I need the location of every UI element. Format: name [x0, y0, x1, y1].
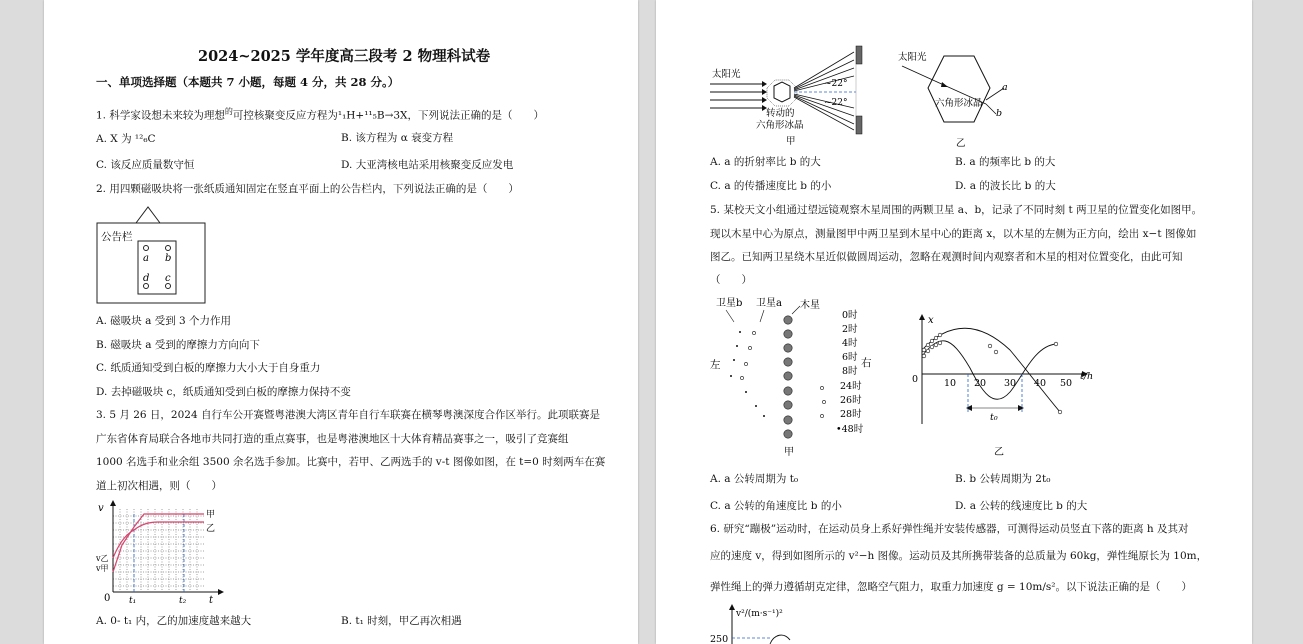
svg-text:t₂: t₂ [179, 596, 187, 606]
svg-text:乙: 乙 [994, 447, 1004, 458]
svg-text:a: a [143, 253, 149, 264]
svg-text:甲: 甲 [784, 447, 794, 458]
svg-text:b: b [165, 253, 172, 264]
bulletin-board-figure [96, 205, 208, 305]
q4-option-d: D. a 的波长比 b 的大 [955, 180, 1056, 192]
q2-option-c: C. 纸质通知受到白板的摩擦力大小大于自身重力 [96, 362, 321, 374]
q4-option-c: C. a 的传播速度比 b 的小 [710, 180, 832, 192]
q3-line-2: 广东省体育局联合各地市共同打造的重点赛事，也是粤港澳地区十大体育精品赛事之一，吸引了竞赛组 [96, 433, 569, 445]
q3-option-a: A. 0- t₁ 内，乙的加速度越来越大 [96, 615, 252, 627]
svg-text:28时: 28时 [840, 409, 862, 420]
vt-graph [96, 500, 226, 605]
q1-option-a: A. X 为 ¹²₆C [96, 133, 156, 145]
svg-text:0: 0 [912, 374, 919, 385]
q4-option-b: B. a 的频率比 b 的大 [955, 156, 1056, 168]
svg-text:c: c [165, 273, 171, 284]
q2-option-a: A. 磁吸块 a 受到 3 个力作用 [96, 315, 232, 327]
svg-text:甲: 甲 [786, 136, 796, 147]
svg-text:a: a [1002, 82, 1008, 93]
svg-text:20: 20 [974, 378, 987, 389]
svg-text:x: x [928, 315, 934, 326]
q3-line-3: 1000 名选手和业余组 3500 余名选手参加。比赛中，若甲、乙两选手的 v-t 图像如图，在 t=0 时刻两车在赛 [96, 456, 606, 468]
ice-crystal-figure-yi [896, 46, 1016, 150]
svg-text:乙: 乙 [956, 138, 966, 149]
svg-text:t/h: t/h [1080, 371, 1094, 382]
q5-option-d: D. a 公转的线速度比 b 的大 [955, 500, 1088, 512]
q1-option-c: C. 该反应质量数守恒 [96, 159, 195, 171]
svg-text:40: 40 [1034, 378, 1047, 389]
svg-text:4时: 4时 [842, 338, 858, 349]
svg-text:~22°: ~22° [824, 79, 848, 89]
svg-text:右: 右 [861, 357, 872, 369]
magnet-b [166, 246, 171, 251]
q1-option-b: B. 该方程为 α 衰变方程 [341, 132, 454, 144]
rotating-hexagon [774, 82, 790, 102]
board-label: 公告栏 [101, 231, 133, 243]
q6-line-3: 弹性绳上的弹力遵循胡克定律，忽略空气阻力，取重力加速度 g = 10m/s²。以下说法正确的是（ ） [710, 581, 1192, 593]
svg-text:转动的: 转动的 [766, 108, 795, 119]
q5-option-c: C. a 公转的角速度比 b 的小 [710, 500, 842, 512]
q5-line-3: 图乙。已知两卫星绕木星近似做圆周运动，忽略在观测时间内观察者和木星的相对位置变化，由此可知 [710, 251, 1183, 263]
svg-text:b: b [996, 108, 1003, 119]
svg-text:太阳光: 太阳光 [712, 69, 741, 80]
q6-line-1: 6. 研究“蹦极”运动时，在运动员身上系好弹性绳并安装传感器，可测得运动员竖直下落的距离 h 及其对 [710, 523, 1189, 535]
magnet-c [166, 284, 171, 289]
q5-option-a: A. a 公转周期为 t₀ [710, 473, 799, 485]
q3-option-b: B. t₁ 时刻，甲乙再次相遇 [341, 615, 462, 627]
svg-text:50: 50 [1060, 378, 1073, 389]
svg-text:六角形冰晶: 六角形冰晶 [935, 98, 983, 109]
right-page [656, 0, 1252, 644]
jupiter-observation-figure [706, 292, 876, 462]
v2h-graph [710, 604, 830, 644]
svg-text:太阳光: 太阳光 [898, 52, 927, 63]
svg-text:0: 0 [104, 593, 111, 604]
svg-text:6时: 6时 [842, 352, 858, 363]
svg-text:•48时: •48时 [836, 424, 864, 435]
svg-text:卫星a: 卫星a [756, 298, 782, 309]
ice-crystal-figure-jia [710, 42, 888, 148]
svg-text:t₀: t₀ [990, 412, 998, 423]
svg-text:六角形冰晶: 六角形冰晶 [756, 120, 804, 131]
q4-option-a: A. a 的折射率比 b 的大 [710, 156, 821, 168]
svg-text:t₁: t₁ [129, 596, 137, 606]
svg-text:v乙: v乙 [96, 554, 109, 563]
left-page [44, 0, 638, 644]
svg-text:卫星b: 卫星b [716, 298, 743, 309]
q1-stem: 1. 科学家设想未来较为理想$^的$可控核聚变反应方程为¹₁H+¹¹₅B→3X，下列说法正确的是（ ） [96, 107, 545, 122]
svg-text:甲: 甲 [206, 510, 216, 520]
svg-text:左: 左 [710, 359, 721, 371]
svg-text:250: 250 [710, 634, 729, 644]
q5-option-b: B. b 公转周期为 2t₀ [955, 473, 1051, 485]
svg-text:2时: 2时 [842, 324, 858, 335]
q6-line-2: 应的速度 v，得到如图所示的 v²−h 图像。运动员及其所携带装备的总质量为 60kg，弹性绳原长为 10m， [710, 550, 1208, 562]
q5-line-2: 现以木星中心为原点，测量图甲中两卫星到木星中心的距离 x，以木星的左侧为正方向，绘出 x−t 图像如 [710, 228, 1197, 240]
svg-text:8时: 8时 [842, 366, 858, 377]
q3-line-1: 3. 5 月 26 日，2024 自行车公开赛暨粤港澳大湾区青年自行车联赛在横琴粤澳深度合作区举行。此项联赛是 [96, 409, 600, 421]
svg-text:v: v [98, 503, 104, 514]
magnet-a [144, 246, 149, 251]
svg-text:v²/(m·s⁻¹)²: v²/(m·s⁻¹)² [736, 609, 783, 619]
curve-jia [113, 514, 204, 572]
q2-option-b: B. 磁吸块 a 受到的摩擦力方向向下 [96, 339, 260, 351]
q2-stem: 2. 用四颗磁吸块将一张纸质通知固定在竖直平面上的公告栏内，下列说法正确的是（ ） [96, 183, 519, 195]
svg-text:0时: 0时 [842, 310, 858, 321]
q5-line-4: （ ） [710, 274, 752, 286]
section-heading: 一、单项选择题（本题共 7 小题，每题 4 分，共 28 分。） [96, 75, 400, 89]
q3-line-4: 道上初次相遇，则（ ） [96, 480, 222, 492]
curve-a [922, 341, 1056, 400]
svg-text:26时: 26时 [840, 395, 862, 406]
svg-text:d: d [143, 273, 150, 284]
q5-line-1: 5. 某校天文小组通过望远镜观察木星周围的两颗卫星 a、b，记录了不同时刻 t 两卫星的位置变化如图甲。 [710, 204, 1203, 216]
magnet-d [144, 284, 149, 289]
svg-text:乙: 乙 [206, 524, 216, 534]
svg-text:30: 30 [1004, 378, 1017, 389]
svg-text:24时: 24时 [840, 381, 862, 392]
q2-option-d: D. 去掉磁吸块 c，纸质通知受到白板的摩擦力保持不变 [96, 386, 351, 398]
q1-option-d: D. 大亚湾核电站采用核聚变反应发电 [341, 159, 514, 171]
svg-text:v甲: v甲 [96, 564, 109, 573]
svg-text:木星: 木星 [800, 300, 820, 311]
svg-text:t: t [209, 595, 214, 606]
svg-text:~22°: ~22° [824, 98, 848, 108]
hexagon-crystal [928, 56, 990, 122]
svg-text:10: 10 [944, 378, 957, 389]
xt-graph [910, 312, 1100, 460]
exam-title: 2024~2025 学年度高三段考 2 物理科试卷 [198, 48, 491, 65]
curve-yi [113, 522, 204, 558]
